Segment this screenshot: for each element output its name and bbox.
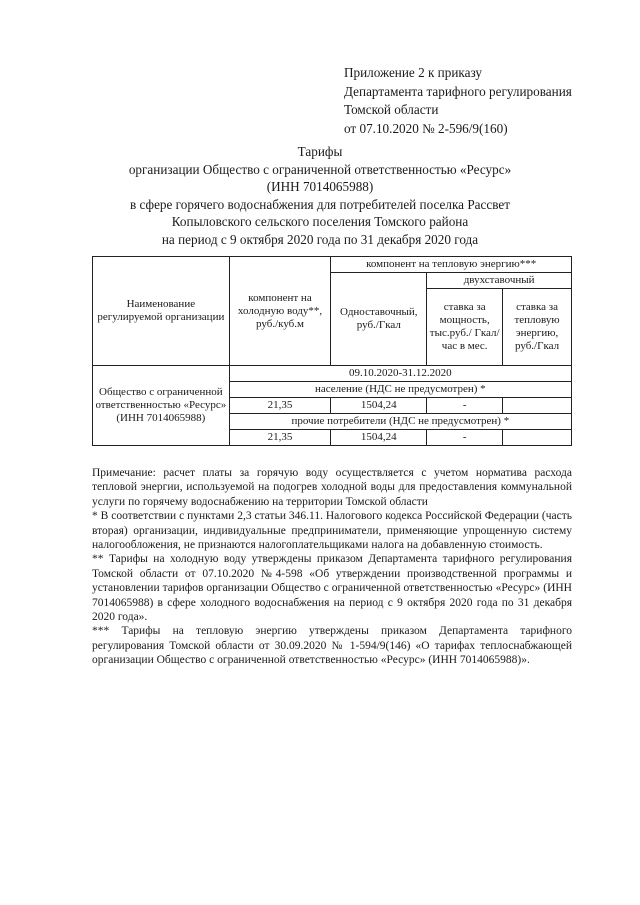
title-line-6: на период с 9 октября 2020 года по 31 декабря 2020 года: [161, 231, 479, 247]
header-energy-rate: ставка за тепловую энергию, руб./Гкал: [503, 289, 572, 366]
tariff-table: [92, 256, 572, 446]
note-star-1: * В соответствии с пунктами 2,3 статьи 346.11. Налогового кодекса Российской Федерации (часть вторая) организации, индивидуальные предприниматели, применяющие упрощенную систему налогообложения, не признаются налогоплательщиками налога на добавленную стоимость.: [92, 510, 572, 552]
note-star-3: *** Тарифы на тепловую энергию утверждены приказом Департамента тарифного регулирования Томской области от 30.09.2020 № 1-594/9(146) «О тарифах теплоснабжающей организации Общество с ограниченной ответственностью «Ресурс» (ИНН 7014065988)».: [92, 625, 572, 667]
population-capacity-value: -: [427, 398, 503, 414]
group-other-label: прочие потребители (НДС не предусмотрен) *: [229, 414, 571, 430]
header-capacity-rate: ставка за мощность, тыс.руб./ Гкал/час в мес.: [427, 289, 503, 366]
population-single-value: 1504,24: [331, 398, 427, 414]
header-cold-water: компонент на холодную воду**, руб./куб.м: [229, 257, 331, 366]
header-org-name: Наименование регулируемой организации: [93, 257, 230, 366]
notes-section: [92, 466, 572, 668]
document-title: [60, 143, 580, 248]
other-energy-value: [503, 430, 572, 446]
note-star-2: ** Тарифы на холодную воду утверждены приказом Департамента тарифного регулирования Томской области от 07.10.2020 №4-598 «Об утверждении производственной программы и установлении тарифов организации Общество с ограниченной ответственностью «Ресурс» (ИНН 7014065988) в сфере холодного водоснабжения на период с 9 октября 2020 года по 31 декабря 2020 года».: [92, 553, 572, 624]
title-line-2: организации Общество с ограниченной ответственностью «Ресурс»: [128, 161, 512, 177]
population-energy-value: [503, 398, 572, 414]
title-line-5: Копыловского сельского поселения Томского района: [171, 214, 469, 229]
period-cell: 09.10.2020-31.12.2020: [229, 366, 571, 382]
header-line-1: Приложение 2 к приказу: [344, 65, 482, 80]
other-single-value: 1504,24: [331, 430, 427, 446]
header-line-3: Томской области: [344, 102, 439, 117]
population-cold-value: 21,35: [229, 398, 331, 414]
header-line-2: Департамента тарифного регулирования: [344, 83, 572, 99]
title-line-3: (ИНН 7014065988): [266, 179, 374, 194]
header-heat-component: компонент на тепловую энергию***: [331, 257, 572, 273]
appendix-header: [344, 64, 572, 138]
other-cold-value: 21,35: [229, 430, 331, 446]
other-capacity-value: -: [427, 430, 503, 446]
group-population-label: население (НДС не предусмотрен) *: [229, 382, 571, 398]
title-line-4: в сфере горячего водоснабжения для потребителей поселка Рассвет: [130, 196, 510, 212]
header-line-4: от 07.10.2020 № 2-596/9(160): [344, 120, 508, 136]
title-line-1: Тарифы: [297, 144, 343, 159]
header-single-rate: Одноставочный, руб./Гкал: [331, 273, 427, 366]
note-main: Примечание: расчет платы за горячую воду осуществляется с учетом норматива расхода тепловой энергии, используемой на подогрев холодной воды для предоставления коммунальной услуги по горячему водоснабжению на территории Томской области: [92, 467, 572, 508]
header-two-rate: двухставочный: [427, 273, 572, 289]
org-name-cell: Общество с ограниченной ответственностью «Ресурс» (ИНН 7014065988): [93, 366, 230, 446]
